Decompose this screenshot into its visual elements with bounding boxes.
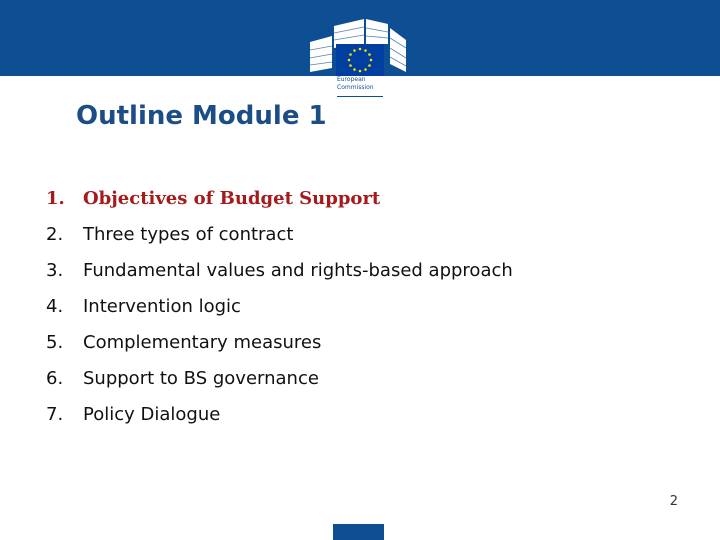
outline-number: 7.	[46, 404, 64, 425]
outline-label: Fundamental values and rights-based approach	[83, 260, 513, 281]
outline-item-5	[46, 326, 513, 362]
outline-list	[46, 182, 513, 434]
outline-label: Objectives of Budget Support	[83, 188, 381, 209]
outline-number: 4.	[46, 296, 64, 317]
logo-line-2: Commission	[337, 83, 374, 91]
outline-label: Support to BS governance	[83, 368, 319, 389]
outline-label: Intervention logic	[83, 296, 241, 317]
slide-title: Outline Module 1	[76, 101, 327, 131]
outline-item-2	[46, 218, 513, 254]
outline-item-3	[46, 254, 513, 290]
outline-number: 1.	[46, 188, 65, 209]
outline-number: 2.	[46, 224, 64, 245]
outline-item-1	[46, 182, 513, 218]
outline-label: Policy Dialogue	[83, 404, 221, 425]
outline-item-7	[46, 398, 513, 434]
outline-item-6	[46, 362, 513, 398]
outline-label: Three types of contract	[83, 224, 294, 245]
outline-number: 6.	[46, 368, 64, 389]
page-number: 2	[669, 494, 678, 509]
logo-line-1: European	[337, 76, 366, 83]
footer-bar	[333, 524, 384, 540]
outline-label: Complementary measures	[83, 332, 322, 353]
logo-wordmark	[337, 76, 397, 91]
outline-number: 5.	[46, 332, 64, 353]
outline-item-4	[46, 290, 513, 326]
outline-number: 3.	[46, 260, 64, 281]
